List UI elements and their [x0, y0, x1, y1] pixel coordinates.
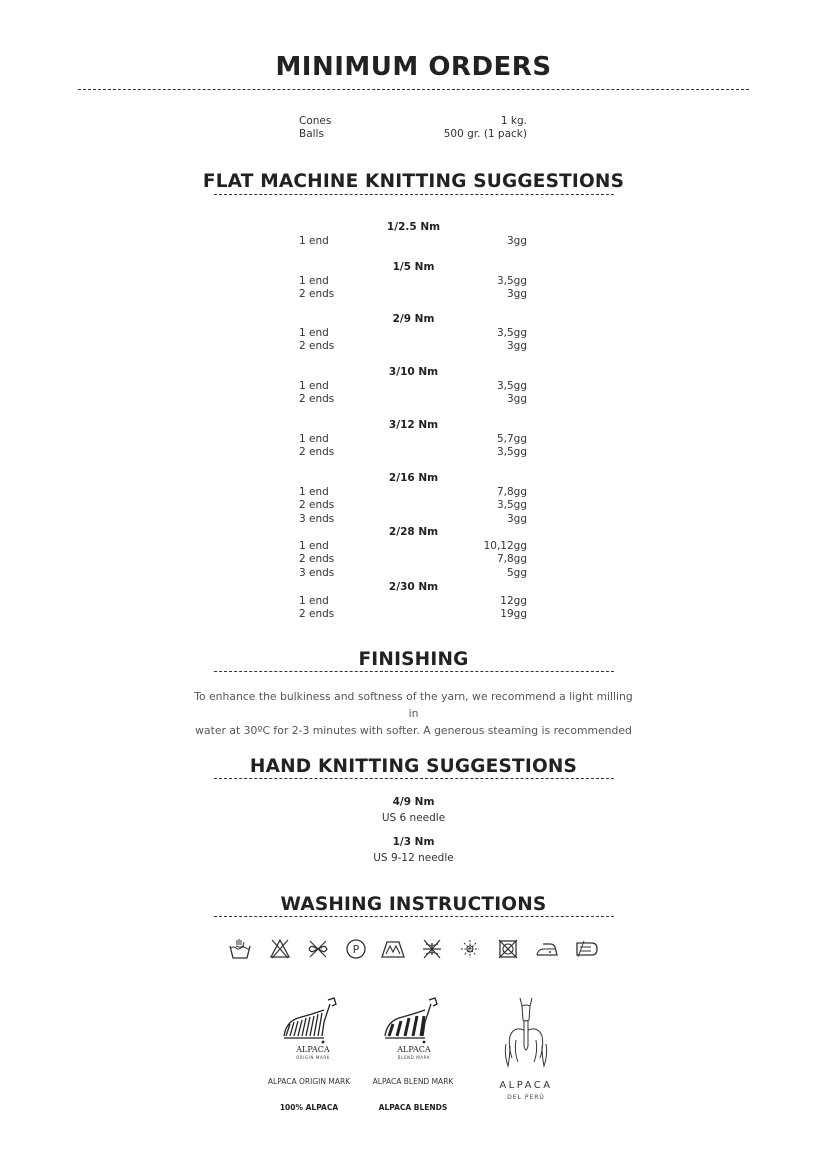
hand-knitting-heading: HAND KNITTING SUGGESTIONS [249, 756, 578, 777]
section-divider [214, 194, 614, 195]
gauge-value: 3,5gg [496, 327, 527, 339]
min-order-row-balls [299, 127, 527, 141]
gauge-value: 3gg [506, 340, 527, 353]
min-order-value: 1 kg. [500, 115, 527, 127]
section-divider [214, 671, 614, 672]
alpaca-del-peru-logo [496, 996, 556, 1074]
hand-count: 1/3 Nm [392, 836, 435, 848]
ends-label: 1 end [299, 235, 329, 247]
ends-gauge-row [299, 326, 527, 340]
ends-gauge-row [299, 379, 527, 393]
ends-label: 1 end [299, 486, 329, 498]
gauge-value: 7,8gg [496, 486, 527, 498]
finishing-line: To enhance the bulkiness and softness of the yarn, we recommend a light milling in [194, 690, 633, 720]
ends-label: 1 end [299, 595, 329, 607]
ends-gauge-row [299, 432, 527, 446]
washing-heading: WASHING INSTRUCTIONS [280, 894, 547, 915]
yarn-count-heading: 2/30 Nm [388, 581, 439, 593]
ends-gauge-row [299, 566, 527, 580]
ends-label: 2 ends [299, 340, 335, 353]
yarn-count-heading: 1/5 Nm [392, 261, 435, 273]
ends-gauge-row [299, 274, 527, 288]
gauge-value: 3,5gg [496, 380, 527, 392]
min-order-row-cones [299, 114, 527, 128]
peru-wordmark: ALPACA [499, 1080, 553, 1091]
ends-label: 1 end [299, 380, 329, 392]
section-divider [214, 778, 614, 779]
ends-gauge-row [299, 234, 527, 248]
ends-gauge-row [299, 512, 527, 526]
gauge-value: 7,8gg [496, 553, 527, 566]
ends-label: 1 end [299, 327, 329, 339]
iron-low-icon [534, 937, 560, 961]
origin-submark: ORIGIN MARK [296, 1055, 330, 1060]
yarn-count-heading: 3/10 Nm [388, 366, 439, 378]
ends-label: 1 end [299, 433, 329, 445]
ends-label: 3 ends [299, 512, 335, 525]
ends-gauge-row [299, 594, 527, 608]
ends-gauge-row [299, 287, 527, 301]
gauge-value: 3gg [506, 288, 527, 301]
yarn-count-heading: 2/28 Nm [388, 526, 439, 538]
origin-mark-caption: ALPACA ORIGIN MARK [267, 1077, 351, 1086]
blend-submark: BLEND MARK [397, 1055, 431, 1060]
ends-label: 2 ends [299, 393, 335, 406]
dry-clean-icon [574, 937, 600, 961]
hand-wash-icon [228, 937, 252, 961]
yarn-count-heading: 2/16 Nm [388, 472, 439, 484]
gauge-value: 3gg [506, 235, 527, 247]
ends-gauge-row [299, 552, 527, 566]
ends-label: 2 ends [299, 553, 335, 566]
ends-label: 2 ends [299, 608, 335, 621]
ends-label: 2 ends [299, 499, 335, 512]
dry-flat-icon [380, 937, 406, 961]
blend-mark-caption: ALPACA BLEND MARK [372, 1077, 454, 1086]
gauge-value: 12gg [500, 595, 527, 607]
washing-icons-row [228, 937, 600, 961]
gauge-value: 5gg [506, 566, 527, 579]
ends-gauge-row [299, 445, 527, 459]
do-not-dry-in-sun-icon [458, 937, 482, 961]
yarn-count-heading: 3/12 Nm [388, 419, 439, 431]
hand-count: 4/9 Nm [392, 796, 435, 808]
peru-submark: DEL PERÚ [507, 1094, 545, 1101]
ends-label: 3 ends [299, 566, 335, 579]
gauge-value: 3,5gg [496, 275, 527, 287]
gauge-value: 10,12gg [483, 540, 527, 552]
do-not-tumble-dry-icon [420, 937, 444, 961]
gauge-value: 3,5gg [496, 499, 527, 512]
finishing-line: water at 30ºC for 2-3 minutes with softer. A generous steaming is recommended [195, 724, 632, 737]
gauge-value: 19gg [500, 608, 527, 621]
min-order-label: Balls [299, 128, 324, 140]
min-order-label: Cones [299, 115, 332, 127]
gauge-value: 3gg [506, 512, 527, 525]
alpaca-blend-mark-logo [379, 996, 449, 1062]
page-title: MINIMUM ORDERS [275, 52, 552, 82]
svg-text:P: P [352, 943, 360, 956]
dry-clean-p-icon [344, 937, 368, 961]
ends-gauge-row [299, 392, 527, 406]
origin-wordmark: ALPACA [296, 1045, 330, 1054]
min-order-value: 500 gr. (1 pack) [443, 128, 527, 140]
blend-wordmark: ALPACA [397, 1045, 431, 1054]
ends-gauge-row [299, 339, 527, 353]
flat-machine-heading: FLAT MACHINE KNITTING SUGGESTIONS [202, 171, 625, 192]
ends-gauge-row [299, 539, 527, 553]
do-not-tumble-dry-box-icon [496, 937, 520, 961]
gauge-value: 3gg [506, 393, 527, 406]
hand-needle: US 9-12 needle [373, 852, 454, 864]
ends-gauge-row [299, 485, 527, 499]
gauge-value: 5,7gg [496, 433, 527, 445]
yarn-count-heading: 2/9 Nm [392, 313, 435, 325]
do-not-wring-icon [306, 937, 330, 961]
ends-label: 2 ends [299, 288, 335, 301]
ends-label: 1 end [299, 540, 329, 552]
finishing-text [190, 688, 637, 739]
section-divider [214, 916, 614, 917]
yarn-count-heading: 1/2.5 Nm [386, 221, 441, 233]
alpaca-origin-mark-logo [278, 996, 348, 1062]
title-divider [78, 89, 749, 90]
blend-mark-tag: ALPACA BLENDS [378, 1103, 448, 1112]
origin-mark-tag: 100% ALPACA [279, 1103, 339, 1112]
gauge-value: 3,5gg [496, 446, 527, 459]
finishing-heading: FINISHING [358, 649, 469, 670]
ends-label: 2 ends [299, 446, 335, 459]
do-not-bleach-icon [268, 937, 292, 961]
ends-gauge-row [299, 607, 527, 621]
hand-needle: US 6 needle [381, 812, 446, 824]
ends-gauge-row [299, 498, 527, 512]
ends-label: 1 end [299, 275, 329, 287]
